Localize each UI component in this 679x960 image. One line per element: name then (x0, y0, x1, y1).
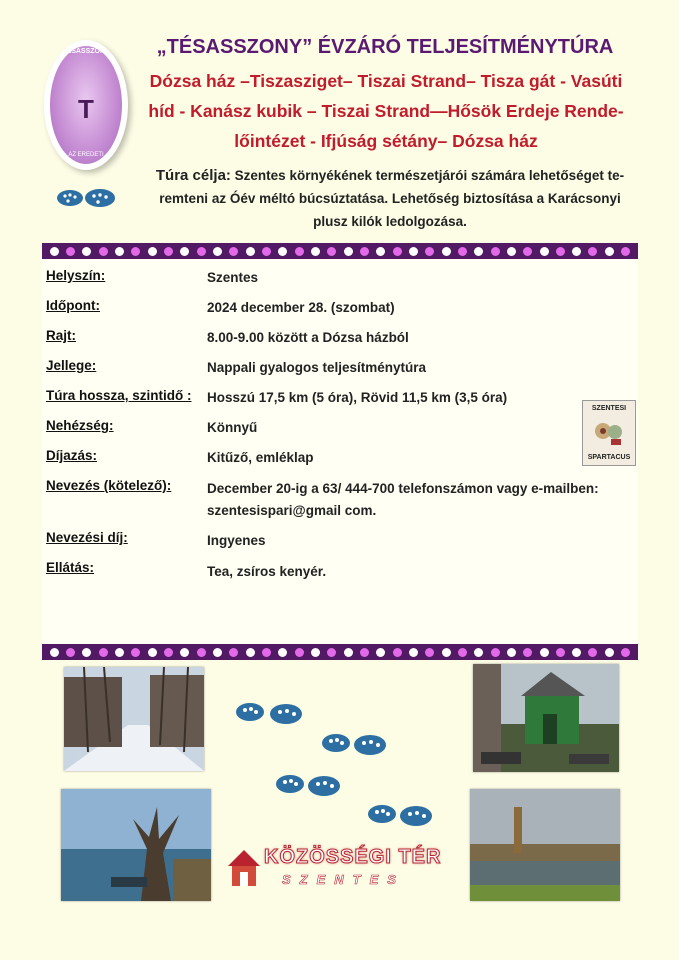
strip-dot (344, 247, 353, 256)
goal-text: remteni az Óév méltó búcsúztatása. Lehetőség biztosítása a Karácsonyi (159, 191, 621, 206)
strip-dot (278, 247, 287, 256)
kozossegi-ter-logo (222, 838, 462, 898)
detail-value: Szentes (207, 270, 259, 285)
strip-dot (458, 247, 467, 256)
strip-dot (442, 648, 451, 657)
strip-dot (66, 648, 75, 657)
strip-dot (605, 247, 614, 256)
strip-dot (66, 247, 75, 256)
strip-dot (311, 648, 320, 657)
strip-dot (523, 247, 532, 256)
detail-value: Ingyenes (207, 533, 266, 548)
route-line: Dózsa ház –Tiszasziget– Tiszai Strand– Tisza gát - Vasúti (149, 71, 623, 91)
route-description (122, 66, 650, 156)
detail-label: Díjazás: (46, 448, 98, 463)
hut-photo (473, 664, 619, 772)
strip-dot (376, 648, 385, 657)
strip-dot (360, 648, 369, 657)
spartacus-logo (582, 400, 636, 466)
strip-dot (409, 247, 418, 256)
mascot-icon (593, 417, 625, 447)
detail-label: Helyszín: (46, 268, 106, 283)
badge-top-text: TÉSASSZONY (62, 48, 110, 55)
strip-dot (148, 648, 157, 657)
detail-value: Tea, zsíros kenyér. (207, 564, 327, 579)
goal-text: plusz kilók ledolgozása. (313, 214, 467, 229)
detail-label: Nehézség: (46, 418, 114, 433)
detail-label: Időpont: (46, 298, 100, 313)
detail-label: Jellege: (46, 358, 97, 373)
snowy-path-photo (64, 667, 204, 771)
strip-dot (262, 247, 271, 256)
strip-dot (246, 247, 255, 256)
strip-dot (311, 247, 320, 256)
strip-dot (425, 648, 434, 657)
strip-dot (344, 648, 353, 657)
page-title: „TÉSASSZONY” ÉVZÁRÓ TELJESÍTMÉNYTÚRA (156, 36, 614, 58)
detail-value: Könnyű (207, 420, 258, 435)
route-line: lőintézet - Ifjúság sétány– Dózsa ház (234, 131, 538, 151)
strip-dot (229, 247, 238, 256)
strip-dot (82, 648, 91, 657)
river-landscape-photo (470, 789, 620, 901)
logo-line1: KÖZÖSSÉGI TÉR (264, 846, 442, 868)
detail-label: Rajt: (46, 328, 76, 343)
strip-dot (491, 247, 500, 256)
strip-dot (213, 648, 222, 657)
detail-value: Nappali gyalogos teljesítménytúra (207, 360, 427, 375)
detail-value: 2024 december 28. (szombat) (207, 300, 395, 315)
strip-dot (295, 648, 304, 657)
strip-dot (197, 648, 206, 657)
detail-label: Nevezés (kötelező): (46, 478, 172, 493)
strip-dot (327, 247, 336, 256)
strip-dot (507, 648, 516, 657)
strip-dot (99, 247, 108, 256)
strip-dot (360, 247, 369, 256)
strip-dot (572, 247, 581, 256)
strip-dot (164, 247, 173, 256)
strip-dot (246, 648, 255, 657)
strip-dot (588, 247, 597, 256)
strip-dot (164, 648, 173, 657)
strip-dot (458, 648, 467, 657)
strip-dot (605, 648, 614, 657)
detail-label: Ellátás: (46, 560, 95, 575)
route-line: híd - Kanász kubik – Tiszai Strand—Hősök Erdeje Rende- (148, 101, 624, 121)
river-tree-photo (61, 789, 211, 901)
badge-bottom-text: AZ EREDETI (68, 152, 104, 158)
tour-goal (140, 164, 640, 233)
strip-dot (556, 247, 565, 256)
strip-dot (50, 648, 59, 657)
footprints-icon (56, 183, 118, 213)
strip-dot (393, 648, 402, 657)
tesasszony-badge (44, 40, 128, 170)
details-panel (42, 259, 638, 644)
strip-dot (621, 247, 630, 256)
detail-label: Nevezési díj: (46, 530, 128, 545)
divider-strip-top (42, 243, 638, 259)
strip-dot (50, 247, 59, 256)
strip-dot (262, 648, 271, 657)
strip-dot (229, 648, 238, 657)
spartacus-logo-bottom: SPARTACUS (587, 454, 631, 461)
strip-dot (82, 247, 91, 256)
spartacus-logo-top: SZENTESI (591, 405, 627, 412)
goal-text: Szentes környékének természetjárói számára lehetőséget te- (234, 168, 625, 183)
strip-dot (180, 247, 189, 256)
strip-dot (99, 648, 108, 657)
strip-dot (621, 648, 630, 657)
strip-dot (295, 247, 304, 256)
house-icon (226, 848, 262, 888)
strip-dot (474, 247, 483, 256)
walking-footprints-icon (232, 690, 442, 840)
detail-value: 8.00-9.00 között a Dózsa házból (207, 330, 409, 345)
divider-strip-bottom (42, 644, 638, 660)
strip-dot (393, 247, 402, 256)
goal-label: Túra célja: (155, 167, 231, 184)
logo-line2: SZENTES (282, 872, 405, 887)
strip-dot (115, 247, 124, 256)
strip-dot (556, 648, 565, 657)
strip-dot (131, 648, 140, 657)
detail-value: Kitűző, emléklap (207, 450, 314, 465)
strip-dot (409, 648, 418, 657)
detail-value: December 20-ig a 63/ 444-700 telefonszámon vagy e-mailben: (207, 481, 599, 496)
strip-dot (376, 247, 385, 256)
strip-dot (442, 247, 451, 256)
strip-dot (540, 648, 549, 657)
strip-dot (588, 648, 597, 657)
strip-dot (523, 648, 532, 657)
badge-letter: T (78, 94, 94, 124)
strip-dot (213, 247, 222, 256)
strip-dot (197, 247, 206, 256)
detail-value: szentesispari@gmail com. (207, 503, 377, 518)
strip-dot (327, 648, 336, 657)
detail-label: Túra hossza, szintidő : (46, 388, 192, 403)
strip-dot (474, 648, 483, 657)
strip-dot (115, 648, 124, 657)
strip-dot (425, 247, 434, 256)
strip-dot (507, 247, 516, 256)
strip-dot (180, 648, 189, 657)
strip-dot (148, 247, 157, 256)
strip-dot (278, 648, 287, 657)
strip-dot (491, 648, 500, 657)
strip-dot (131, 247, 140, 256)
strip-dot (540, 247, 549, 256)
strip-dot (572, 648, 581, 657)
detail-value: Hosszú 17,5 km (5 óra), Rövid 11,5 km (3,5 óra) (207, 390, 508, 405)
